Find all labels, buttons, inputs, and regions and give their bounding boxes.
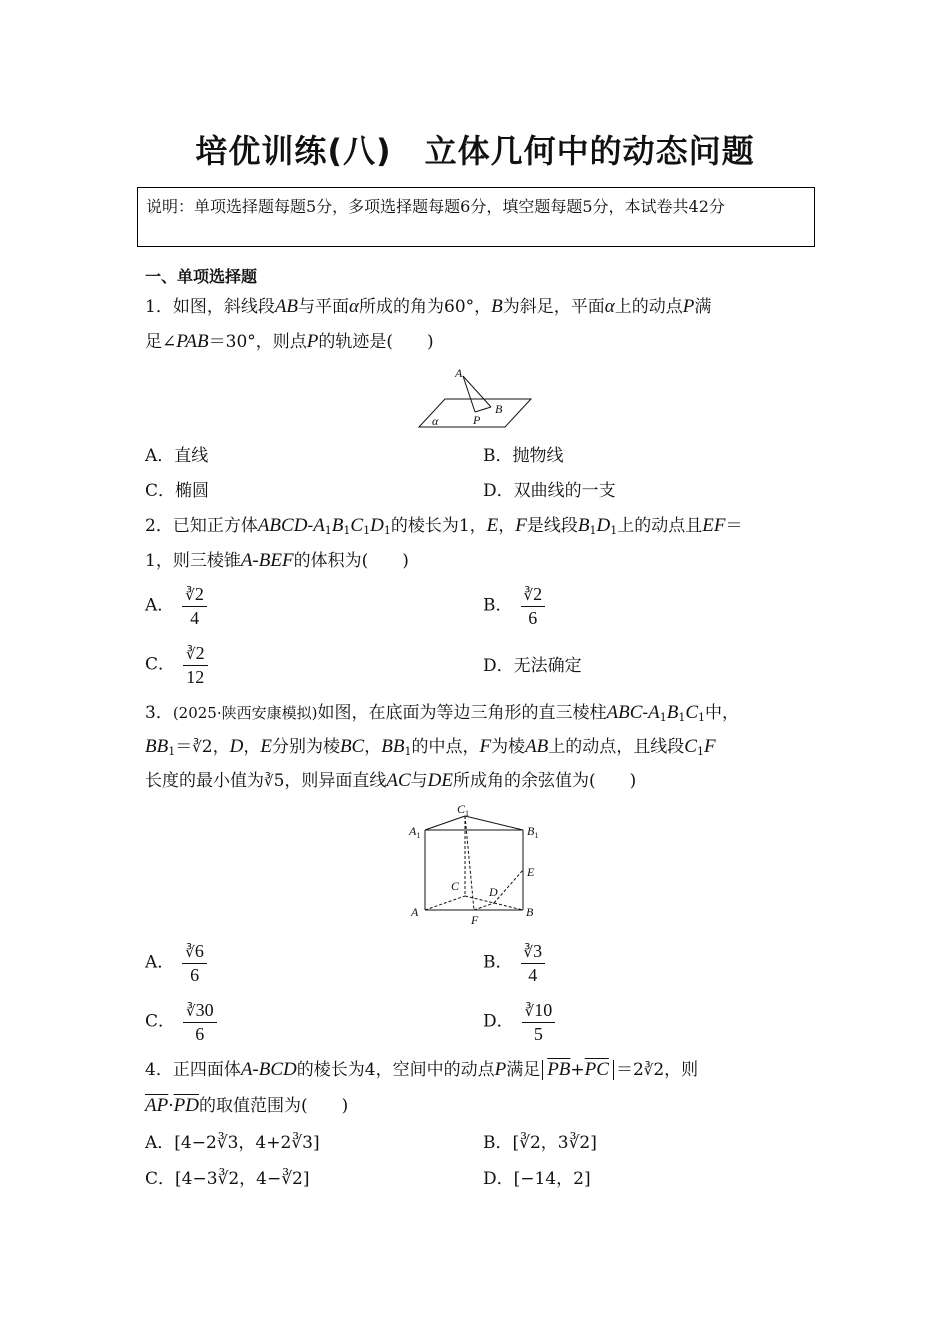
q3-label-B1: $B_1$	[527, 824, 539, 840]
q3-segment-DE	[494, 870, 523, 903]
q3-option-d[interactable]: D． $\frac{∛10}{5}$	[483, 999, 555, 1045]
q3-edge-C1B1	[465, 816, 523, 830]
q4-option-b[interactable]: B．[∛2，3∛2]	[483, 1133, 597, 1153]
q2-option-a[interactable]: A． $\frac{∛2}{4}$	[145, 583, 207, 629]
q3-line3: 长度的最小值为∛5，则异面直线AC与DE所成角的余弦值为( )	[145, 770, 637, 791]
q3-option-a[interactable]: A． $\frac{∛6}{6}$	[145, 940, 207, 986]
q3-label-A1: $A_1$	[409, 824, 421, 840]
q3-label-E: E	[527, 865, 535, 879]
q4-line1: 4．正四面体A-BCD的棱长为4，空间中的动点P满足 $\overline{PB}+\overline{PC}$ ＝2∛2，则	[145, 1059, 699, 1080]
q1-label-alpha: α	[432, 414, 439, 428]
q3-edge-A1C1	[425, 816, 465, 830]
q2-option-c[interactable]: C． $\frac{∛2}{12}$	[145, 642, 208, 688]
q2-line1: 2．已知正方体ABCD-$A_1B_1C_1D_1$的棱长为1，E，F是线段$B_1D_1$上的动点且EF＝	[145, 515, 743, 537]
q2-option-d[interactable]: D．无法确定	[483, 656, 582, 676]
q1-segment-PB	[475, 407, 491, 412]
q1-label-A: A	[455, 366, 463, 380]
q4-option-d[interactable]: D．[−14，2]	[483, 1169, 591, 1189]
q3-option-c[interactable]: C． $\frac{∛30}{6}$	[145, 999, 217, 1045]
q1-segment-AB	[463, 376, 491, 407]
q3-label-C: C	[451, 879, 460, 893]
q1-line2: 足∠PAB＝30°，则点P的轨迹是( )	[145, 331, 434, 352]
q1-option-b[interactable]: B．抛物线	[483, 446, 564, 466]
q4-option-c[interactable]: C．[4−3∛2，4−∛2]	[145, 1169, 310, 1189]
q1-label-P: P	[473, 413, 481, 427]
q3-option-b[interactable]: B． $\frac{∛3}{4}$	[483, 940, 545, 986]
q3-label-C1: $C_1$	[457, 802, 470, 818]
q3-edge-AC	[425, 896, 465, 910]
q1-option-d[interactable]: D．双曲线的一支	[483, 481, 616, 501]
q3-label-D: D	[489, 885, 498, 899]
q3-label-A: A	[411, 905, 419, 919]
q3-label-F: F	[471, 913, 479, 927]
instructions-box: 说明：单项选择题每题5分，多项选择题每题6分，填空题每题5分，本试卷共42分	[137, 187, 815, 247]
q1-line1: 1．如图，斜线段AB与平面α所成的角为60°，B为斜足，平面α上的动点P满	[145, 296, 712, 317]
q4-option-a[interactable]: A．[4−2∛3，4+2∛3]	[145, 1133, 320, 1153]
q4-line2: $\overline{AP}\cdot\overline{PD}$的取值范围为( )	[145, 1095, 349, 1116]
page-title: 培优训练(八) 立体几何中的动态问题	[195, 132, 755, 170]
q1-figure	[415, 364, 535, 432]
q1-number: 1．	[145, 297, 173, 317]
q1-option-c[interactable]: C．椭圆	[145, 481, 210, 501]
q3-label-B: B	[526, 905, 534, 919]
q3-line2: $BB_1=∛2$，D，E分别为棱BC，$BB_1$的中点，F为棱AB上的动点，且线段$C_1F$	[145, 736, 716, 758]
q3-segment-FD	[474, 903, 494, 910]
q1-segment-AP	[463, 376, 475, 412]
q2-line2: 1，则三棱锥A-BEF的体积为( )	[145, 550, 409, 571]
q1-option-a[interactable]: A．直线	[145, 446, 209, 466]
q3-line1: 3．(2025·陕西安康模拟)如图，在底面为等边三角形的直三棱柱ABC-$A_1B_1C_1$中，	[145, 702, 740, 724]
section-heading: 一、单项选择题	[145, 267, 258, 286]
q1-label-B: B	[495, 402, 503, 416]
q2-option-b[interactable]: B． $\frac{∛2}{6}$	[483, 583, 545, 629]
q3-figure	[405, 800, 550, 928]
